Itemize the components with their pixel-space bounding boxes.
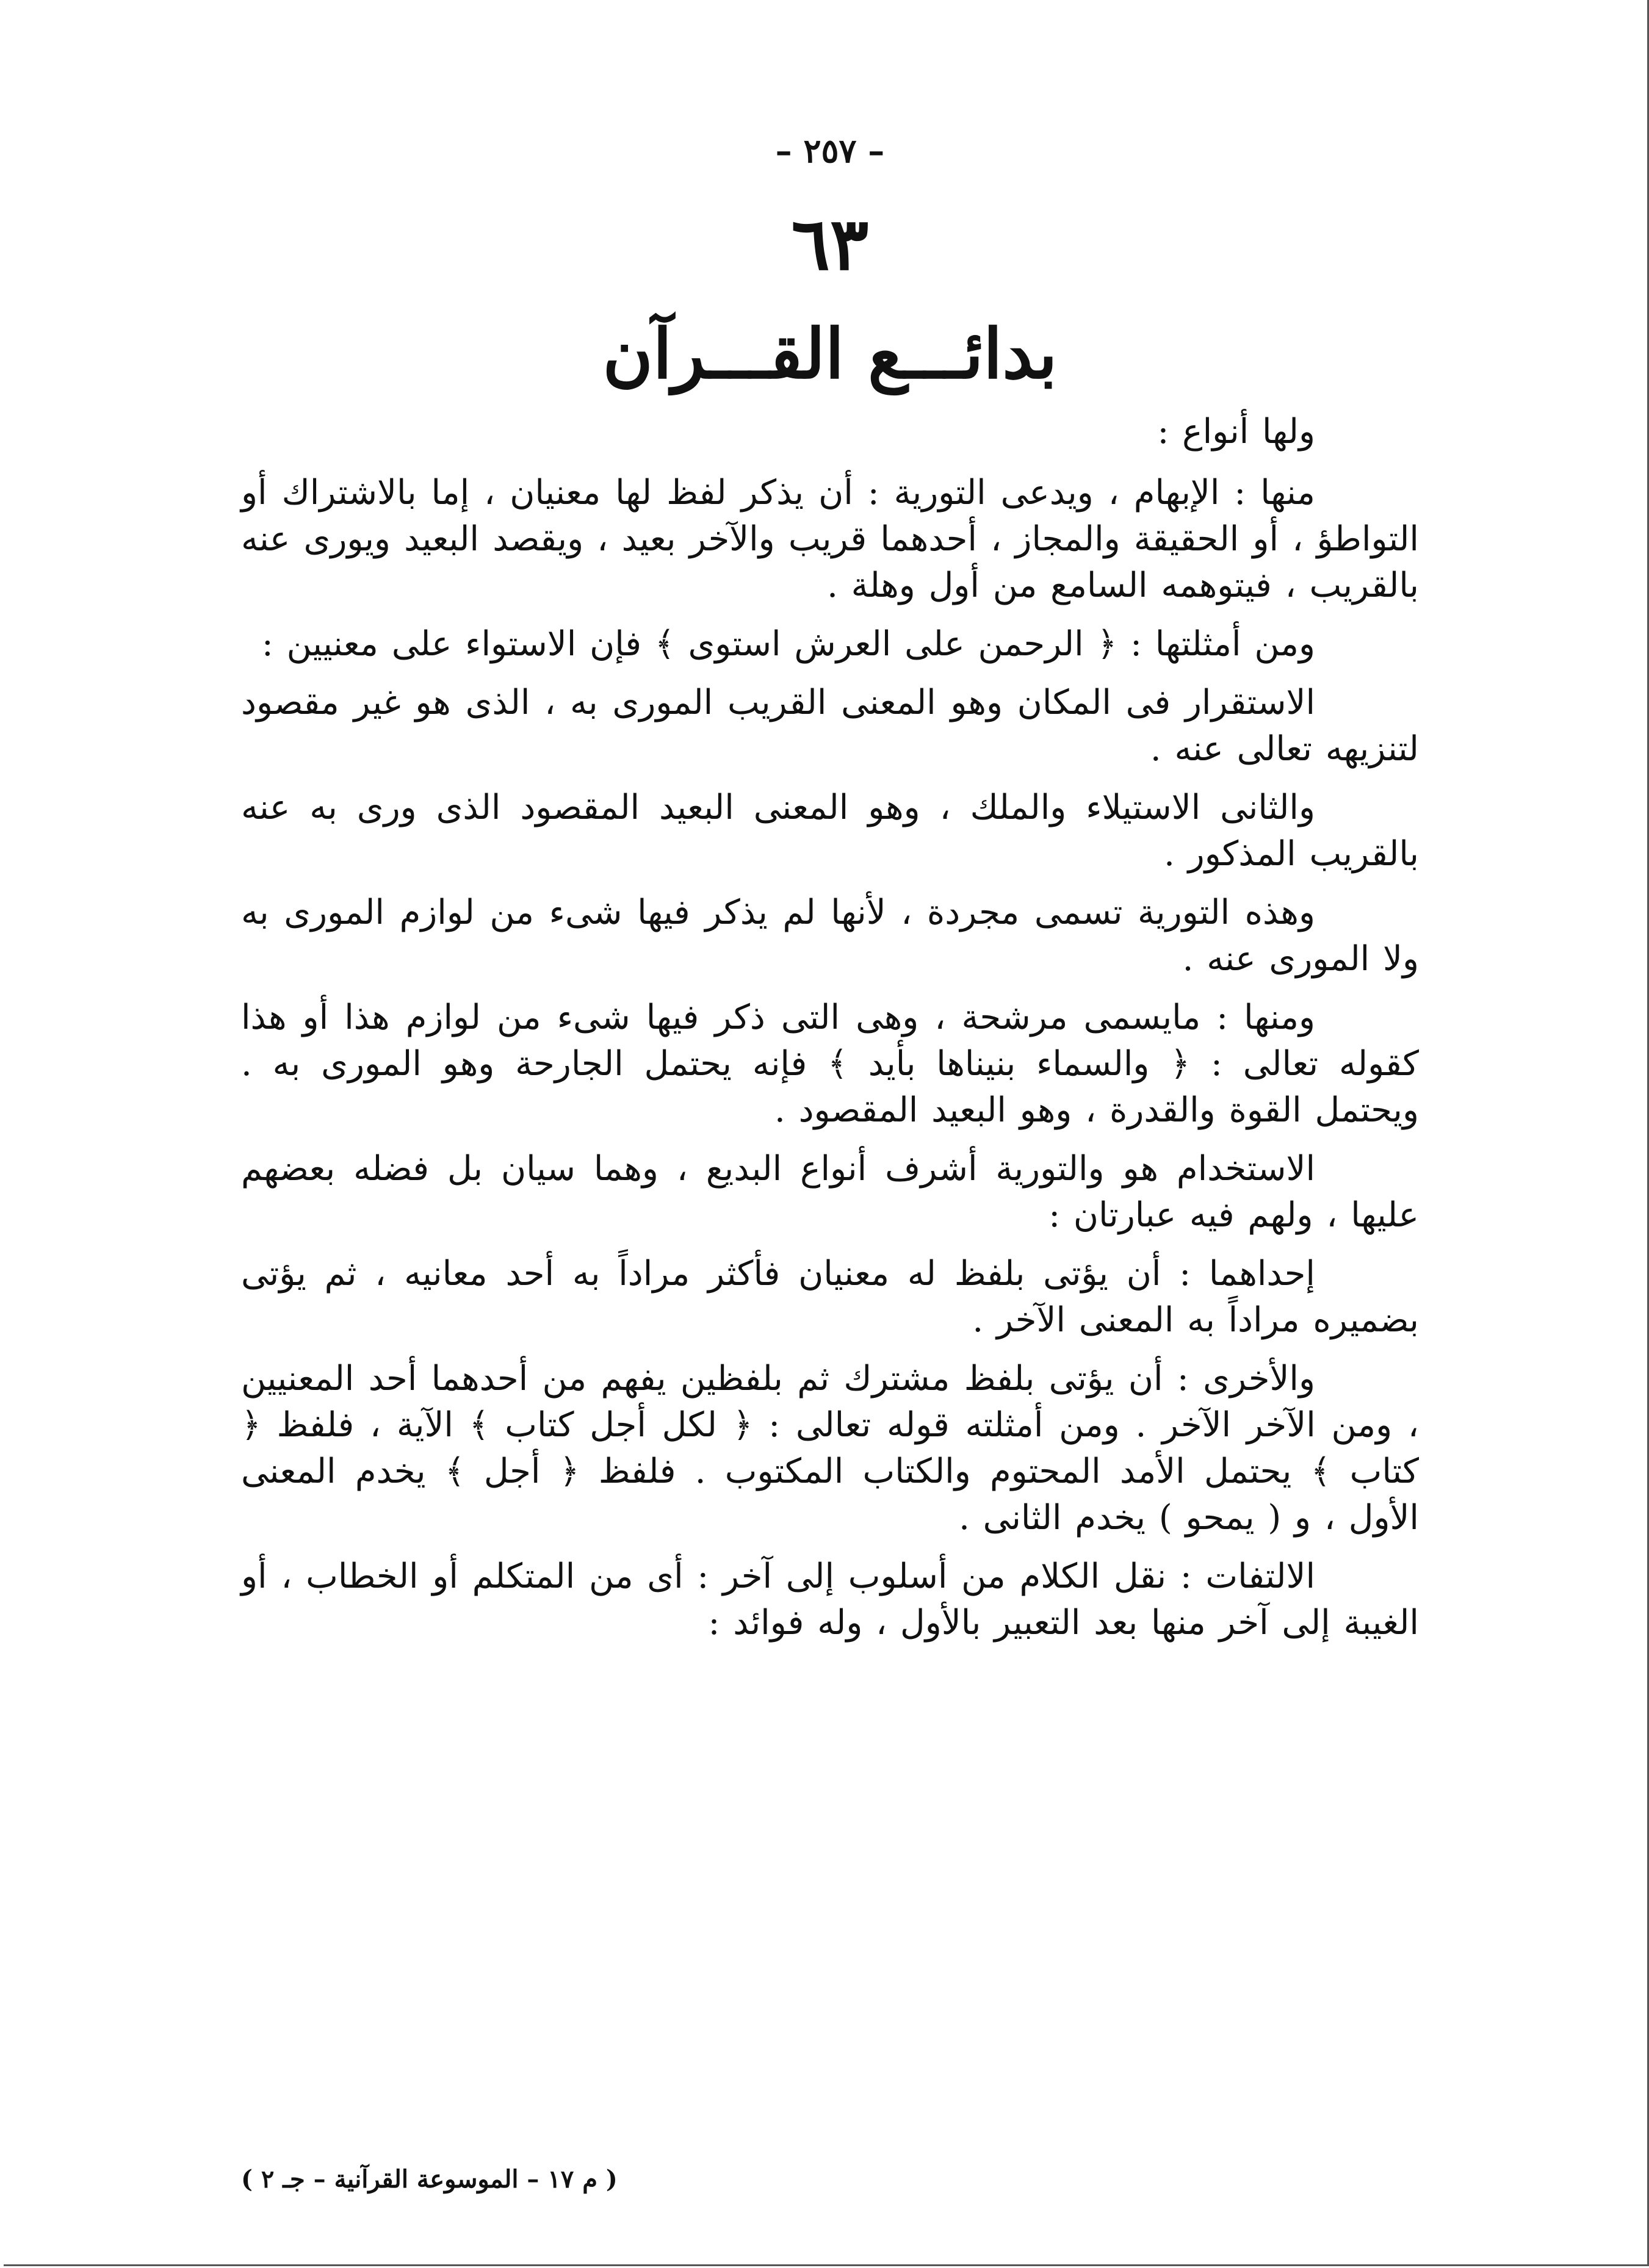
paragraph-istila: والثانى الاستيلاء والملك ، وهو المعنى البعيد المقصود الذى ورى به عنه بالقريب المذكور . bbox=[241, 788, 1419, 874]
paragraph-istikhdam: الاستخدام هو والتورية أشرف أنواع البديع ، وهما سيان بل فضله بعضهم عليها ، ولهم فيه عبارتان : bbox=[241, 1149, 1419, 1236]
paragraph-intro: ولها أنواع : bbox=[1157, 412, 1315, 452]
paragraph-first-definition: إحداهما : أن يؤتى بلفظ له معنيان فأكثر مراداً به أحد معانيه ، ثم يؤتى بضميره مراداً به المعنى الآخر . bbox=[241, 1254, 1419, 1341]
paragraph-iltifat: الالتفات : نقل الكلام من أسلوب إلى آخر : أى من المتكلم أو الخطاب ، أو الغيبة إلى آخر منها بعد التعبير بالأول ، وله فوائد : bbox=[241, 1557, 1419, 1643]
paragraph-murashshaha: ومنها : مايسمى مرشحة ، وهى التى ذكر فيها شىء من لوازم هذا أو هذا كقوله تعالى : ﴿ والسماء بنيناها بأيد ﴾ فإنه يحتمل الجارحة وهو المورى به . ويحتمل القوة والقدرة ، وهو البعيد المقصود . bbox=[241, 998, 1420, 1131]
paragraph-example-istiwa: ومن أمثلتها : ﴿ الرحمن على العرش استوى ﴾ فإن الاستواء على معنيين : bbox=[261, 624, 1315, 664]
footnote: ( م ١٧ – الموسوعة القرآنية – جـ ٢ ) bbox=[241, 2165, 618, 2194]
paragraph-istiqrar: الاستقرار فى المكان وهو المعنى القريب المورى به ، الذى هو غير مقصود لتنزيهه تعالى عنه . bbox=[241, 683, 1419, 769]
document-body bbox=[241, 131, 1419, 1658]
paragraph-mujarrada: وهذه التورية تسمى مجردة ، لأنها لم يذكر فيها شىء من لوازم المورى به ولا المورى عنه . bbox=[241, 893, 1419, 979]
paragraph-ibham: منها : الإبهام ، ويدعى التورية : أن يذكر لفظ لها معنيان ، إما بالاشتراك أو التواطؤ ، أو الحقيقة والمجاز ، أحدهما قريب والآخر بعيد ، ويقصد البعيد ويورى عنه بالقريب ، فيتوهمه السامع من أول وهلة . bbox=[241, 473, 1419, 606]
page-number: – ٢٥٧ – bbox=[775, 131, 885, 170]
chapter-title: بدائـــع القـــرآن bbox=[602, 314, 1058, 394]
chapter-number: ٦٣ bbox=[791, 201, 869, 286]
paragraph-second-definition: والأخرى : أن يؤتى بلفظ مشترك ثم بلفظين يفهم من أحدهما أحد المعنيين ، ومن الآخر الآخر . ومن أمثلته قوله تعالى : ﴿ لكل أجل كتاب ﴾ الآية ، فلفظ ﴿ كتاب ﴾ يحتمل الأمد المحتوم والكتاب المكتوب . فلفظ ﴿ أجل ﴾ يخدم المعنى الأول ، و ( يمحو ) يخدم الثانى . bbox=[241, 1359, 1419, 1538]
